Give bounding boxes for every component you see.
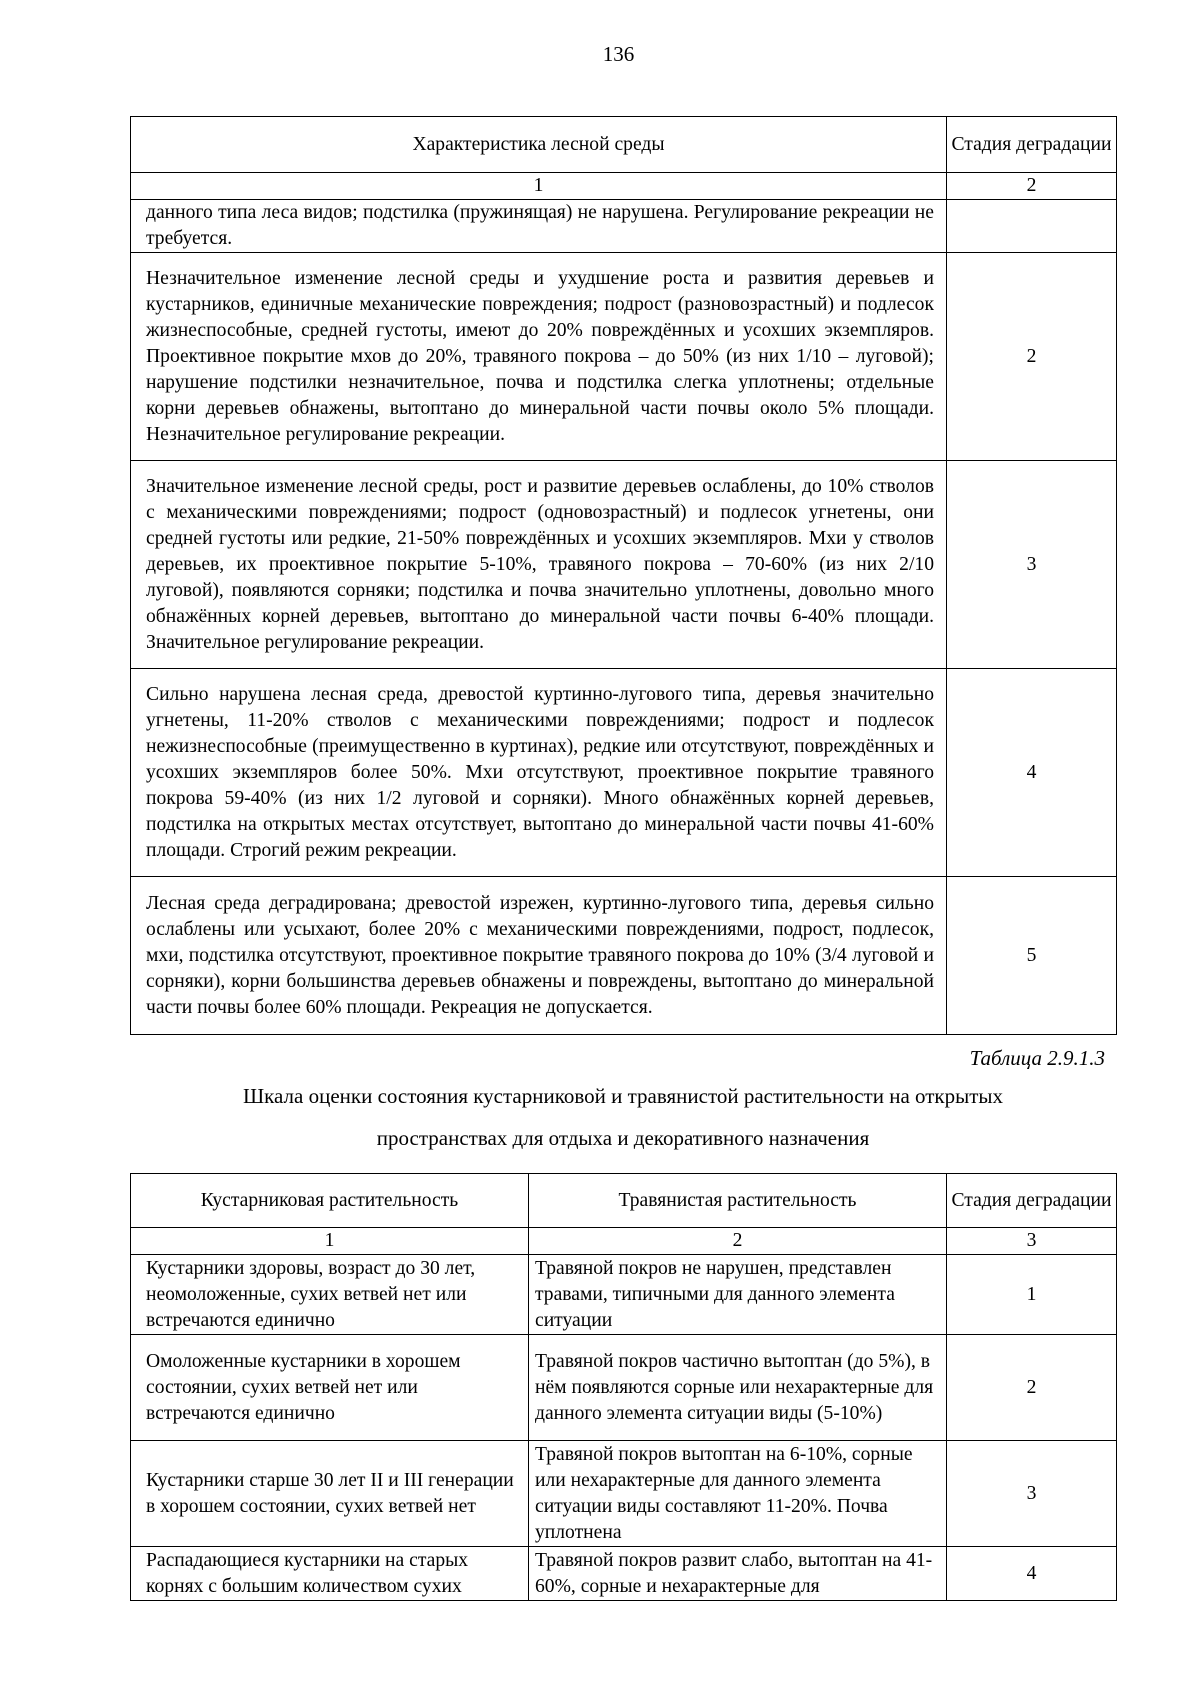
shrub-description: Кустарники здоровы, возраст до 30 лет, неомоложенные, сухих ветвей нет или встречаются единично (131, 1255, 529, 1335)
shrub-description: Распадающиеся кустарники на старых корнях с большим количеством сухих (131, 1547, 529, 1601)
table-row (131, 1255, 1117, 1335)
table-row (131, 200, 1117, 253)
table-row (131, 1547, 1117, 1601)
column-number: 1 (131, 1228, 529, 1255)
page-number: 136 (602, 42, 635, 66)
table-header-row (131, 1174, 1117, 1228)
degradation-stage: 4 (947, 1547, 1117, 1601)
table-row (131, 253, 1117, 461)
table-row (131, 1441, 1117, 1547)
degradation-stage: 4 (947, 669, 1117, 877)
shrub-description: Кустарники старше 30 лет II и III генерации в хорошем состоянии, сухих ветвей нет (131, 1441, 529, 1547)
column-number: 1 (131, 173, 947, 200)
degradation-stage: 3 (947, 1441, 1117, 1547)
header-degradation-stage: Стадия деградации (947, 117, 1117, 173)
degradation-stage: 2 (947, 253, 1117, 461)
grass-description: Травяной покров не нарушен, представлен травами, типичными для данного элемента ситуации (529, 1255, 947, 1335)
degradation-stage: 1 (947, 1255, 1117, 1335)
column-number: 2 (529, 1228, 947, 1255)
table-row (131, 877, 1117, 1035)
forest-description: данного типа леса видов; подстилка (пружинящая) не нарушена. Регулирование рекреации не требуется. (131, 200, 947, 253)
forest-description: Сильно нарушена лесная среда, древостой куртинно-лугового типа, деревья значительно угнетены, 11-20% стволов с механическими повреждениями; подрост и подлесок нежизнеспособные (преимущественно в куртинах), редкие или отсутствуют, повреждённых и усохших экземпляров более 50%. Мхи отсутствуют, проективное покрытие травяного покрова 59-40% (из них 1/2 луговой и сорняки). Много обнажённых корней деревьев, подстилка на открытых местах отсутствует, вытоптано до минеральной части почвы 41-60% площади. Строгий режим рекреации. (131, 669, 947, 877)
degradation-stage: 5 (947, 877, 1117, 1035)
table-header-row (131, 117, 1117, 173)
header-grass-vegetation: Травянистая растительность (529, 1174, 947, 1228)
grass-description: Травяной покров вытоптан на 6-10%, сорные или нехарактерные для данного элемента ситуации виды составляют 11-20%. Почва уплотнена (529, 1441, 947, 1547)
column-number: 3 (947, 1228, 1117, 1255)
header-shrub-vegetation: Кустарниковая растительность (131, 1174, 529, 1228)
table-title: пространствах для отдыха и декоративного назначения (376, 1126, 870, 1150)
header-degradation-stage: Стадия деградации (947, 1174, 1117, 1228)
column-number-row (131, 173, 1117, 200)
table-caption: Таблица 2.9.1.3 (969, 1046, 1105, 1070)
degradation-stage (947, 200, 1117, 253)
column-number-row (131, 1228, 1117, 1255)
degradation-stage: 3 (947, 461, 1117, 669)
table-row (131, 461, 1117, 669)
degradation-stage: 2 (947, 1335, 1117, 1441)
grass-description: Травяной покров частично вытоптан (до 5%), в нём появляются сорные или нехарактерные для данного элемента ситуации виды (5-10%) (529, 1335, 947, 1441)
forest-environment-table (130, 116, 1117, 1035)
table-row (131, 1335, 1117, 1441)
table-row (131, 669, 1117, 877)
forest-description: Значительное изменение лесной среды, рост и развитие деревьев ослаблены, до 10% стволов с механическими повреждениями; подрост (одновозрастный) и подлесок угнетены, они средней густоты или редкие, 21-50% повреждённых и усохших экземпляров. Мхи у стволов деревьев, их проективное покрытие 5-10%, травяного покрова – 70-60% (из них 2/10 луговой), появляются сорняки; подстилка и почва значительно уплотнены, довольно много обнажённых корней деревьев, вытоптано до минеральной части почвы 6-40% площади. Значительное регулирование рекреации. (131, 461, 947, 669)
vegetation-assessment-table (130, 1173, 1117, 1601)
shrub-description: Омоложенные кустарники в хорошем состоянии, сухих ветвей нет или встречаются единично (131, 1335, 529, 1441)
grass-description: Травяной покров развит слабо, вытоптан на 41-60%, сорные и нехарактерные для (529, 1547, 947, 1601)
header-forest-characteristic: Характеристика лесной среды (131, 117, 947, 173)
forest-description: Незначительное изменение лесной среды и ухудшение роста и развития деревьев и кустарников, единичные механические повреждения; подрост (разновозрастный) и подлесок жизнеспособные, средней густоты, имеют до 20% повреждённых и усохших экземпляров. Проективное покрытие мхов до 20%, травяного покрова – до 50% (из них 1/10 – луговой); нарушение подстилки незначительное, почва и подстилка слегка уплотнены; отдельные корни деревьев обнажены, вытоптано до минеральной части почвы около 5% площади. Незначительное регулирование рекреации. (131, 253, 947, 461)
column-number: 2 (947, 173, 1117, 200)
table-title: Шкала оценки состояния кустарниковой и травянистой растительности на открытых (242, 1084, 1004, 1108)
forest-description: Лесная среда деградирована; древостой изрежен, куртинно-лугового типа, деревья сильно ослаблены или усыхают, более 20% с механическими повреждениями, подрост, подлесок, мхи, подстилка отсутствуют, проективное покрытие травяного покрова до 10% (3/4 луговой и сорняки), корни большинства деревьев обнажены и повреждены, вытоптано до минеральной части почвы более 60% площади. Рекреация не допускается. (131, 877, 947, 1035)
